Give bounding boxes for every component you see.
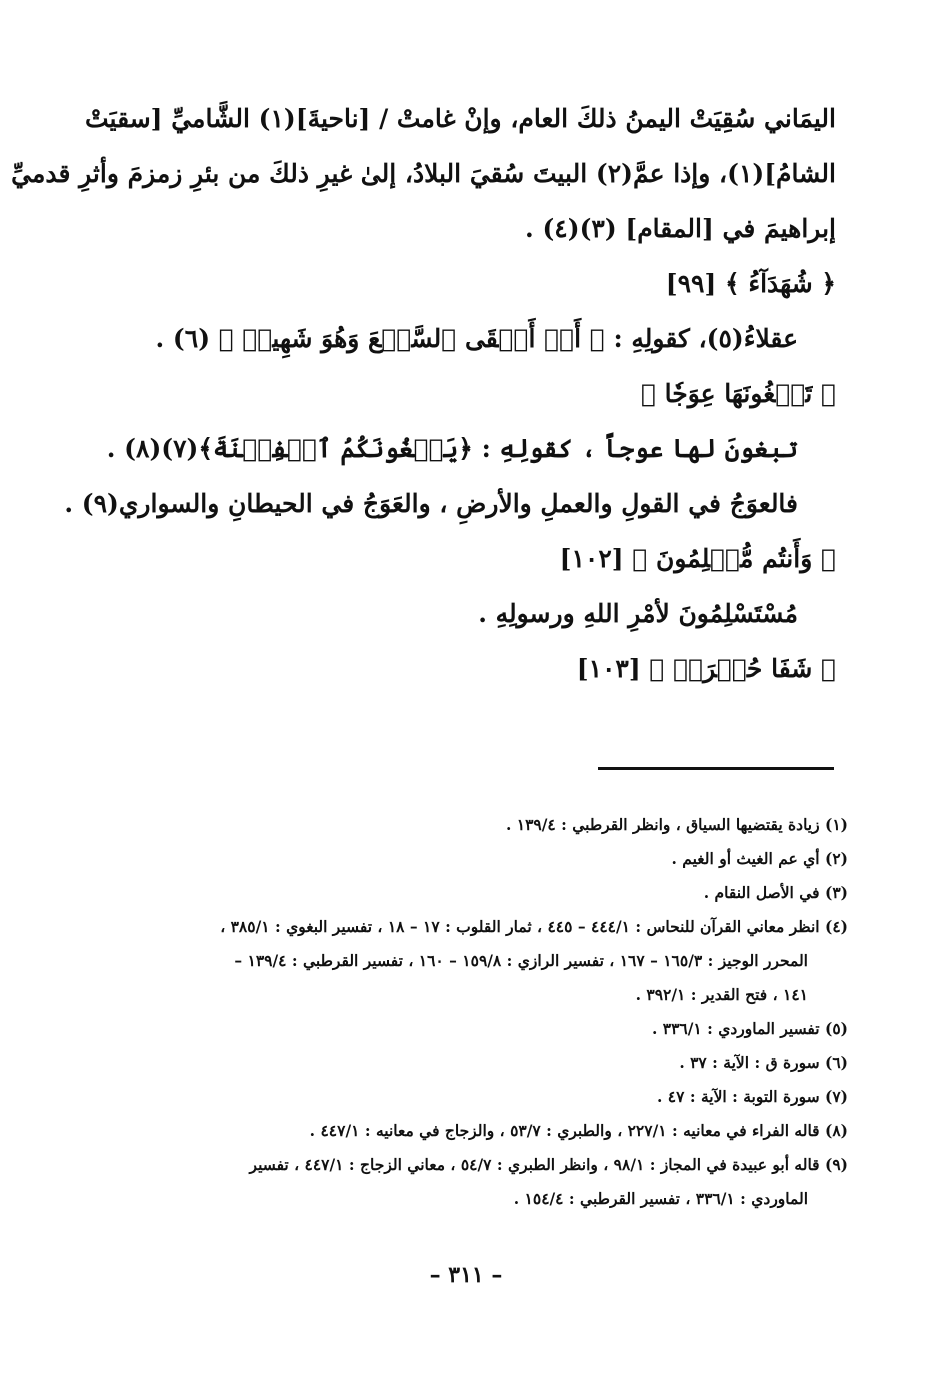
text-line-3: إبراهيمَ في [المقام] (٣)(٤) . (525, 214, 836, 243)
footnote-3: (٣) في الأصل النقام . (703, 883, 848, 902)
verse-heading-tabghunaha: ﴿ تَبۡغُونَهَا عِوَجٗا ﴾ (640, 379, 836, 408)
text-line-1: اليمَاني سُقِيَتْ اليمنُ ذلكَ العام، وإنْ غامتْ / [ناحيةَ](١) الشَّاميِّ [سقيَتْ (85, 104, 836, 133)
footnote-4-cont-2: ١٤١ ، فتح القدير : ٣٩٢/١ . (635, 985, 808, 1004)
verse-heading-102: ﴿ وَأَنتُم مُّسۡلِمُونَ ﴾ [١٠٢] (559, 544, 836, 573)
footnote-6: (٦) سورة ق : الآية : ٣٧ . (679, 1053, 848, 1072)
footnotes (128, 808, 848, 1216)
text-line-10: مُسْتَسْلِمُونَ لأمْرِ اللهِ ورسولِهِ . (478, 599, 798, 628)
footnote-2: (٢) أي عم الغيث أو الغيم . (671, 849, 848, 868)
verse-heading-103: ﴿ شَفَا حُفۡرَةٖ ﴾ [١٠٣] (576, 654, 836, 683)
footnote-4: (٤) انظر معاني القرآن للنحاس : ٤٤٤/١ – ٤٤٥ ، ثمار القلوب : ١٧ – ١٨ ، تفسير البغوي : ٣٨٥/١ ، (220, 917, 848, 936)
footnote-4-cont-1: المحرر الوجيز : ١٦٥/٣ – ١٦٧ ، تفسير الرازي : ١٥٩/٨ – ١٦٠ ، تفسير القرطبي : ١٣٩/٤ – (234, 951, 808, 970)
text-line-8: فالعوَجُ في القولِ والعملِ والأرضِ ، والعَوَجُ في الحيطانِ والسواري(٩) . (64, 489, 798, 518)
page-number: – ٣١١ – (429, 1262, 503, 1288)
text-line-2: الشامُ](١)، وإذا عمَّ(٢) البيتَ سُقيَ البلادُ، إلىٰ غيرِ ذلكَ من بئرِ زمزمَ وأثرِ قدميِّ (11, 159, 836, 188)
footnote-7: (٧) سورة التوبة : الآية : ٤٧ . (657, 1087, 848, 1106)
footnote-8: (٨) قاله الفراء في معانيه : ٢٢٧/١ ، والطبري : ٥٣/٧ ، والزجاج في معانيه : ٤٤٧/١ . (309, 1121, 848, 1140)
verse-heading-99: ﴿ شُهَدَآءُ ﴾ [٩٩] (665, 269, 836, 298)
footnote-9: (٩) قاله أبو عبيدة في المجاز : ٩٨/١ ، وانظر الطبري : ٥٤/٧ ، معاني الزجاج : ٤٤٧/١ ، تفسير (249, 1155, 848, 1174)
footnote-divider (598, 767, 834, 770)
text-line-7: تبغونَ لها عوجاً ، كقولِهِ : ﴿يَبۡغُونَكُمُ ٱلۡفِتۡنَةَ﴾(٧)(٨) . (106, 434, 798, 463)
footnote-1: (١) زيادة يقتضيها السياق ، وانظر القرطبي : ١٣٩/٤ . (505, 815, 848, 834)
footnote-5: (٥) تفسير الماوردي : ٣٣٦/١ . (651, 1019, 848, 1038)
text-line-5: عقلاءُ(٥)، كقولِهِ : ﴿ أَوۡ أَلۡقَى ٱلسَّمۡعَ وَهُوَ شَهِيدٞ ﴾ (٦) . (155, 324, 798, 353)
footnote-9-cont: الماوردي : ٣٣٦/١ ، تفسير القرطبي : ١٥٤/٤ . (513, 1189, 808, 1208)
main-text (11, 96, 836, 701)
